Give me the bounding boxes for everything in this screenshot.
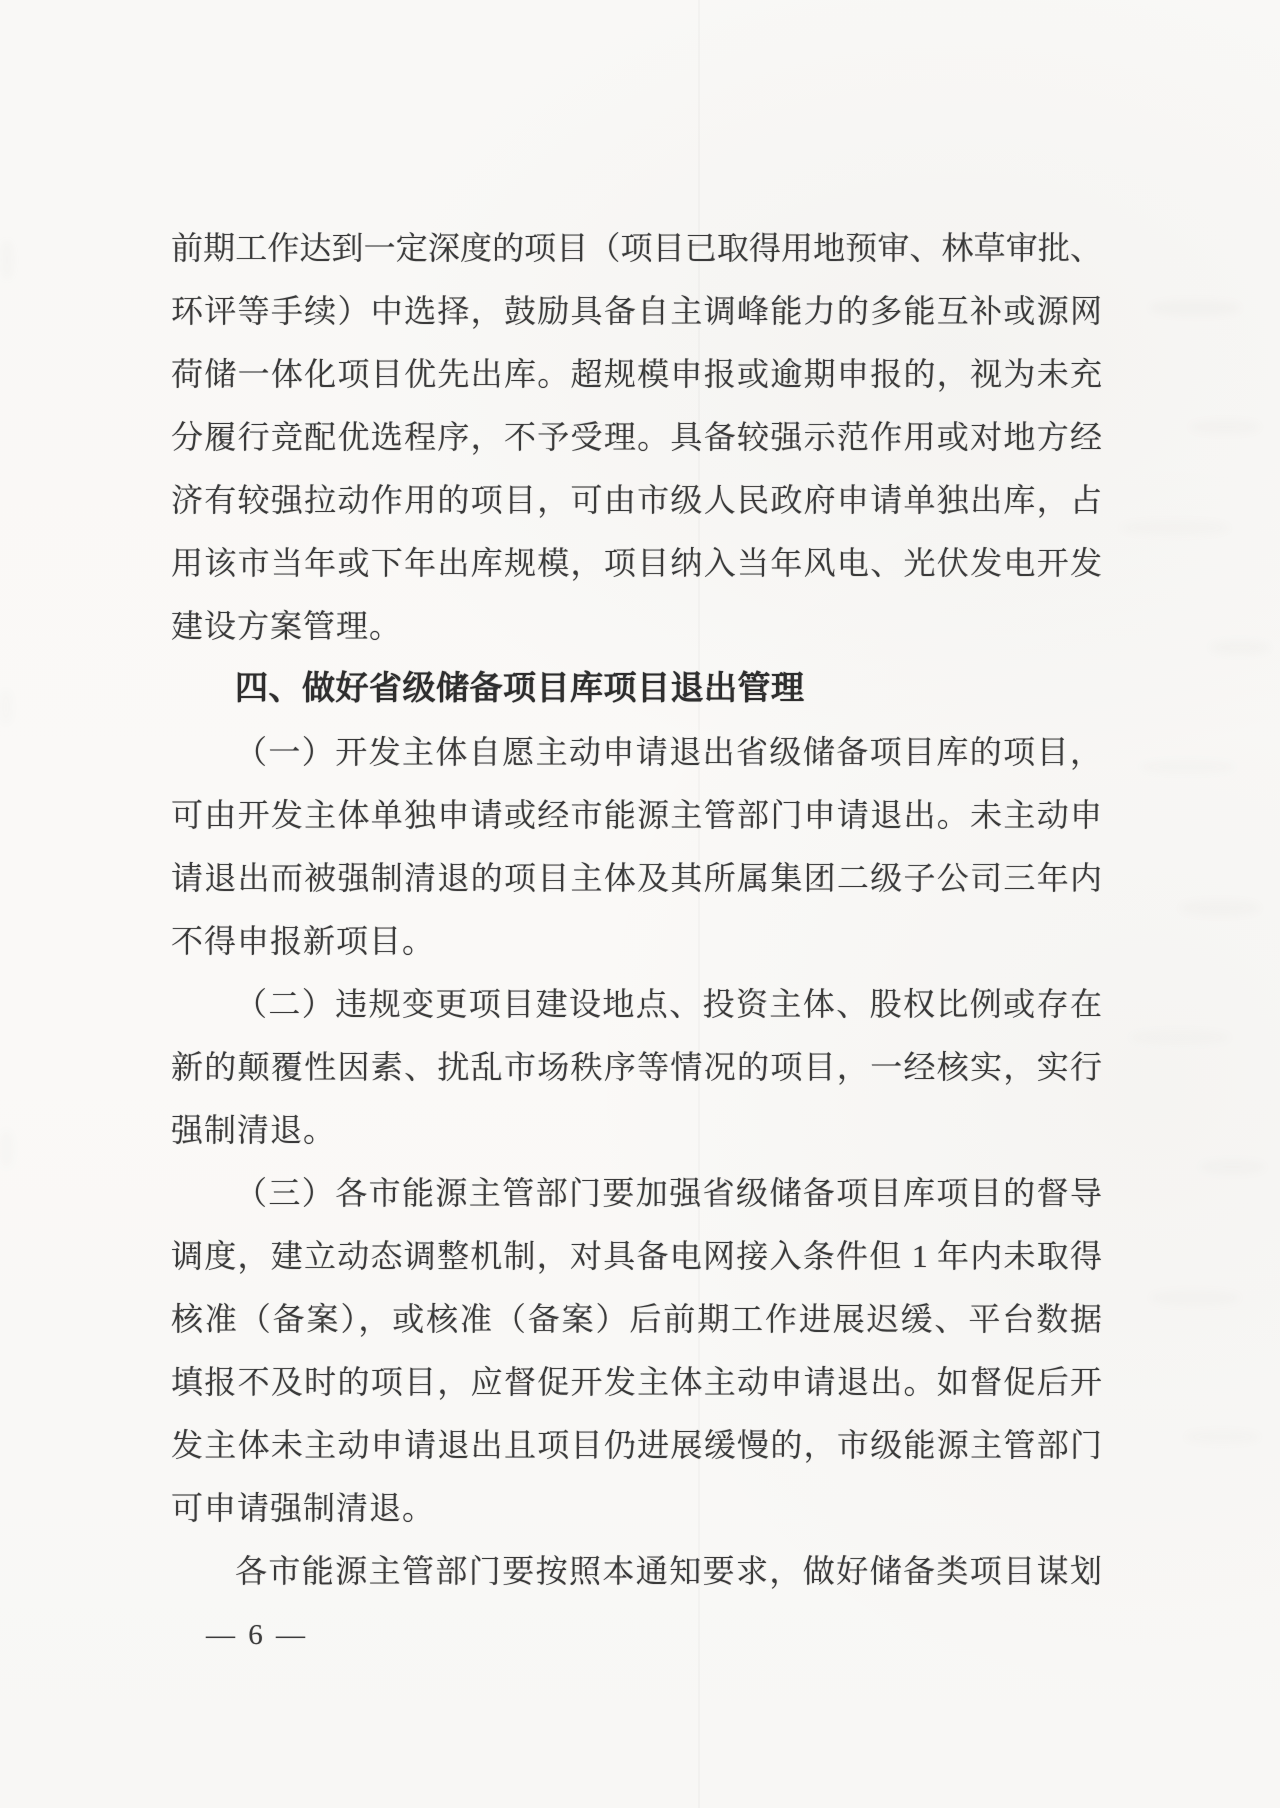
text-line: 荷储一体化项目优先出库。超规模申报或逾期申报的，视为未充: [171, 356, 1102, 392]
text-line: 可申请强制清退。: [171, 1490, 436, 1526]
text-line: 可由开发主体单独申请或经市能源主管部门申请退出。未主动申: [171, 797, 1102, 833]
text-line: 填报不及时的项目，应督促开发主体主动申请退出。如督促后开: [171, 1364, 1102, 1400]
text-line: 强制清退。: [171, 1112, 337, 1148]
text-line: 前期工作达到一定深度的项目（项目已取得用地预审、林草审批、: [171, 230, 1102, 266]
text-line: 环评等手续）中选择，鼓励具备自主调峰能力的多能互补或源网: [171, 293, 1102, 329]
text-line: 分履行竞配优选程序，不予受理。具备较强示范作用或对地方经: [171, 419, 1102, 455]
text-line: 各市能源主管部门要按照本通知要求，做好储备类项目谋划: [235, 1553, 1102, 1589]
text-line: 用该市当年或下年出库规模，项目纳入当年风电、光伏发电开发: [171, 545, 1102, 581]
section-heading: 四、做好省级储备项目库项目退出管理: [235, 671, 805, 707]
text-line: 不得申报新项目。: [171, 923, 436, 959]
text-line: 请退出而被强制清退的项目主体及其所属集团二级子公司三年内: [171, 860, 1102, 896]
text-line: 建设方案管理。: [171, 608, 403, 644]
document-body: [171, 217, 1102, 1603]
text-line: 调度，建立动态调整机制，对具备电网接入条件但 1 年内未取得: [171, 1238, 1102, 1274]
text-line: （一）开发主体自愿主动申请退出省级储备项目库的项目，: [235, 734, 1102, 770]
text-line: 核准（备案），或核准（备案）后前期工作进展迟缓、平台数据: [171, 1301, 1102, 1337]
text-line: （三）各市能源主管部门要加强省级储备项目库项目的督导: [235, 1175, 1102, 1211]
page-number: — 6 —: [206, 1619, 308, 1651]
text-line: 发主体未主动申请退出且项目仍进展缓慢的，市级能源主管部门: [171, 1427, 1102, 1463]
text-line: 济有较强拉动作用的项目，可由市级人民政府申请单独出库，占: [171, 482, 1102, 518]
text-line: 新的颠覆性因素、扰乱市场秩序等情况的项目，一经核实，实行: [171, 1049, 1102, 1085]
text-line: （二）违规变更项目建设地点、投资主体、股权比例或存在: [235, 986, 1102, 1022]
